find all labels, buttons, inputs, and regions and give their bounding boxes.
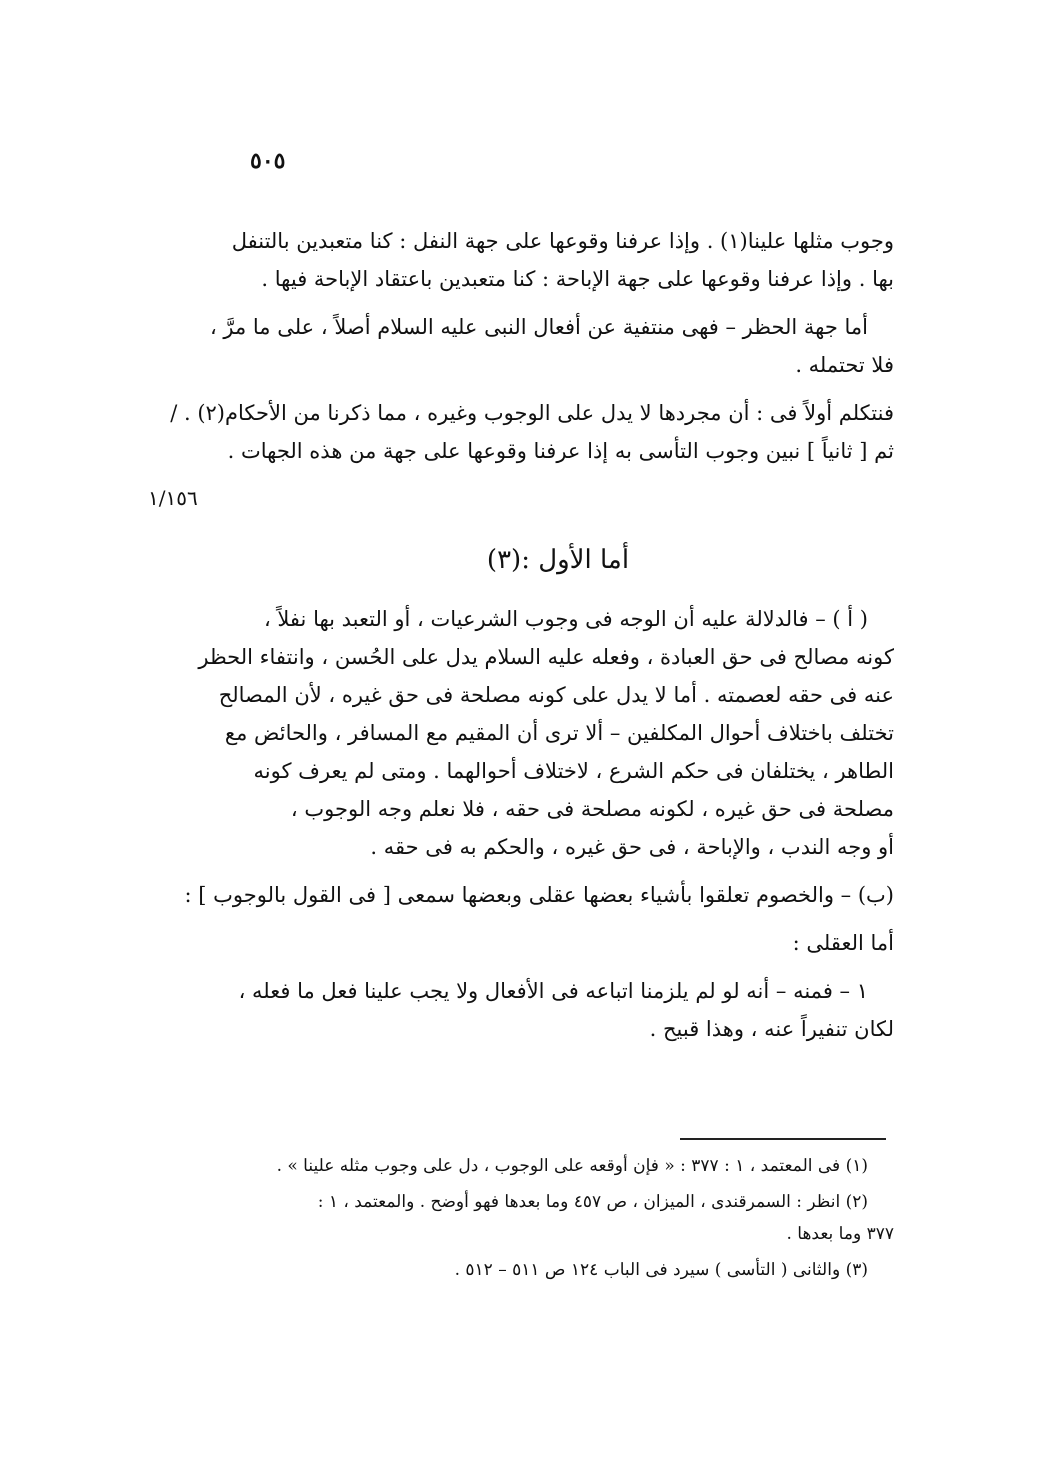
page-number: ٥٠٥: [250, 148, 286, 174]
section-heading: أما الأول :(٣): [486, 545, 630, 575]
top-paragraphs: [170, 222, 894, 470]
text-line: أو وجه الندب ، والإباحة ، فى حق غيره ، والحكم به فى حقه .: [370, 835, 894, 859]
text-line: بها . وإذا عرفنا وقوعها على جهة الإباحة : كنا متعبدين باعتقاد الإباحة فيها .: [261, 267, 894, 291]
text-line: فنتكلم أولاً فى : أن مجردها لا يدل على الوجوب وغيره ، مما ذكرنا من الأحكام(٢) . /: [170, 401, 894, 425]
footnote-separator: [680, 1138, 886, 1140]
text-line: تختلف باختلاف أحوال المكلفين – ألا ترى أن المقيم مع المسافر ، والحائض مع: [224, 721, 894, 745]
text-line: ١ – فمنه – أنه لو لم يلزمنا اتباعه فى الأفعال ولا يجب علينا فعل ما فعله ،: [238, 979, 868, 1003]
footnote-line: (٢) انظر : السمرقندى ، الميزان ، ص ٤٥٧ وما بعدها فهو أوضح . والمعتمد ، ١ :: [317, 1192, 868, 1212]
footnote-line: ٣٧٧ وما بعدها .: [786, 1224, 894, 1244]
text-line: عنه فى حقه لعصمته . أما لا يدل على كونه مصلحة فى حق غيره ، لأن المصالح: [218, 683, 894, 707]
footnote-line: (٣) والثانى ( التأسى ) سيرد فى الباب ١٢٤ ص ٥١١ – ٥١٢ .: [454, 1260, 868, 1280]
footnote-line: (١) فى المعتمد ، ١ : ٣٧٧ : « فإن أوقعه على الوجوب ، دل على وجوب مثله علينا » .: [276, 1156, 868, 1176]
text-line: ( أ ) – فالدلالة عليه أن الوجه فى وجوب الشرعيات ، أو التعبد بها نفلاً ،: [263, 607, 868, 631]
text-line: لكان تنفيراً عنه ، وهذا قبيح .: [649, 1017, 894, 1041]
text-line: (ب) – والخصوم تعلقوا بأشياء بعضها عقلى وبعضها سمعى [ فى القول بالوجوب ] :: [184, 883, 894, 907]
main-paragraphs: [184, 600, 894, 1048]
margin-reference: ١/١٥٦: [148, 486, 198, 510]
text-line: كونه مصالح فى حق العبادة ، وفعله عليه السلام يدل على الحُسن ، وانتفاء الحظر: [198, 645, 894, 669]
footnotes: [222, 1150, 894, 1286]
text-line: الطاهر ، يختلفان فى حكم الشرع ، لاختلاف أحوالهما . ومتى لم يعرف كونه: [253, 759, 894, 783]
text-line: أما جهة الحظر – فهى منتفية عن أفعال النبى عليه السلام أصلاً ، على ما مرَّ ،: [209, 315, 868, 339]
text-line: أما العقلى :: [792, 931, 894, 955]
text-line: مصلحة فى حق غيره ، لكونه مصلحة فى حقه ، فلا نعلم وجه الوجوب ،: [290, 797, 894, 821]
text-line: فلا تحتمله .: [795, 353, 894, 377]
text-line: وجوب مثلها علينا(١) . وإذا عرفنا وقوعها على جهة النفل : كنا متعبدين بالتنفل: [231, 229, 894, 253]
text-line: ثم [ ثانياً ] نبين وجوب التأسى به إذا عرفنا وقوعها على جهة من هذه الجهات .: [227, 439, 894, 463]
